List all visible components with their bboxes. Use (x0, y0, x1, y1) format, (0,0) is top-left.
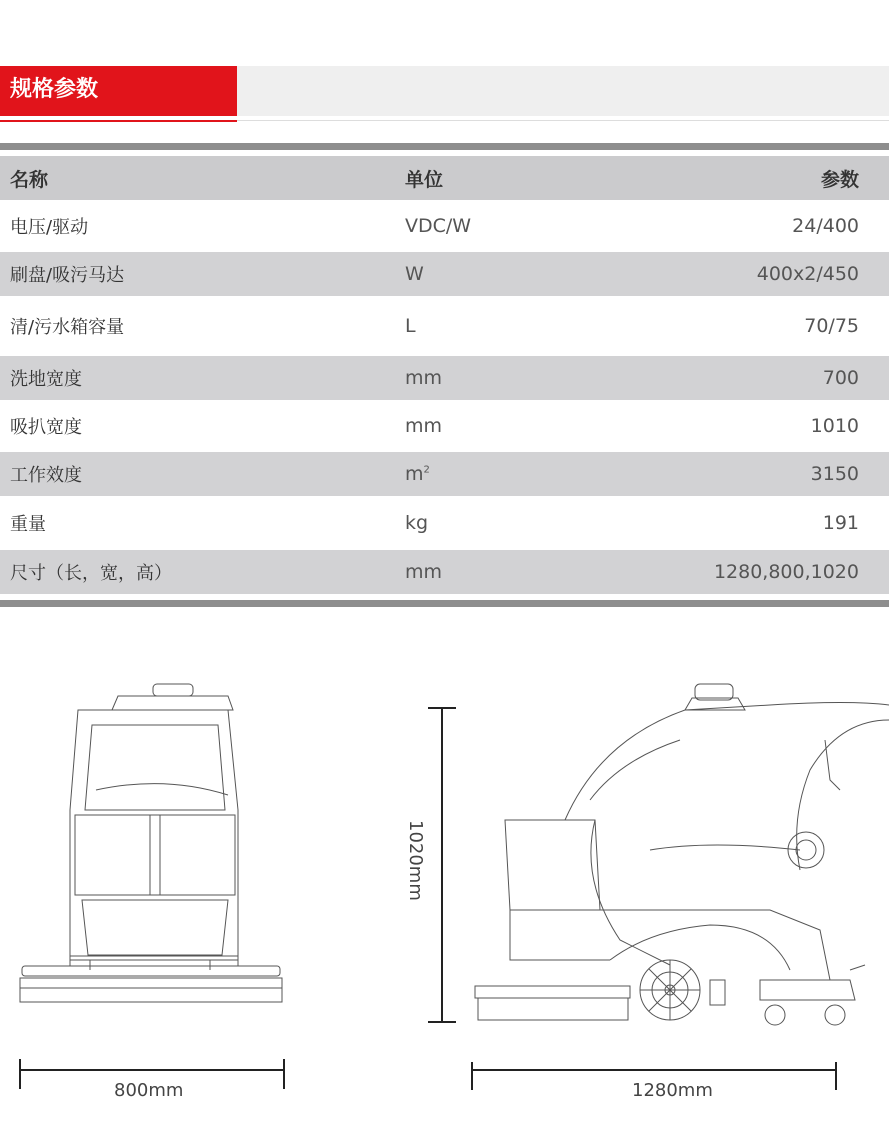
row-value: 191 (822, 512, 859, 534)
row-unit: mm (405, 367, 443, 389)
table-row (0, 452, 889, 496)
row-name: 刷盘/吸污马达 (10, 265, 125, 286)
front-width-dimension-label: 800mm (114, 1080, 184, 1101)
row-value: 3150 (810, 463, 859, 485)
row-unit: mm (405, 561, 443, 583)
row-unit: VDC/W (405, 215, 472, 237)
front-view-drawing (0, 670, 300, 1030)
row-name: 工作效度 (10, 465, 82, 486)
table-row (0, 400, 889, 452)
row-value: 400x2/450 (756, 263, 859, 285)
row-unit: $m^2$ (405, 463, 430, 485)
row-unit: kg (405, 512, 429, 534)
row-value: 1010 (810, 415, 859, 437)
section-underline (237, 120, 889, 121)
row-name: 重量 (10, 514, 46, 535)
header-name: 名称 (10, 168, 49, 191)
row-name: 尺寸（长，宽，高） (10, 563, 172, 584)
unit-superscript: 2 (423, 464, 430, 476)
table-row (0, 356, 889, 400)
side-view-drawing (470, 680, 889, 1030)
table-top-bar (0, 143, 889, 150)
section-header (0, 66, 889, 116)
row-unit: L (405, 315, 416, 337)
row-unit: W (405, 263, 424, 285)
header-unit: 单位 (405, 168, 444, 191)
section-title: 规格参数 (0, 66, 237, 116)
row-value: 700 (822, 367, 859, 389)
row-name: 吸扒宽度 (10, 417, 82, 438)
row-name: 洗地宽度 (10, 369, 82, 390)
row-name: 电压/驱动 (10, 217, 89, 238)
row-value: 70/75 (804, 315, 859, 337)
table-row (0, 200, 889, 252)
table-row (0, 550, 889, 594)
table-bottom-bar (0, 600, 889, 607)
height-dimension-label: 1020mm (405, 820, 426, 901)
row-value: 1280,800,1020 (713, 561, 859, 583)
spec-table (0, 143, 889, 607)
row-name: 清/污水箱容量 (10, 317, 125, 338)
header-value: 参数 (820, 168, 859, 191)
side-length-dimension-label: 1280mm (632, 1080, 713, 1101)
table-header-row (0, 156, 889, 200)
section-underline-accent (0, 120, 237, 122)
height-dimension-line (420, 700, 470, 1030)
table-row (0, 252, 889, 296)
row-unit: mm (405, 415, 443, 437)
table-row (0, 296, 889, 356)
row-value: 24/400 (792, 215, 859, 237)
table-row (0, 496, 889, 550)
